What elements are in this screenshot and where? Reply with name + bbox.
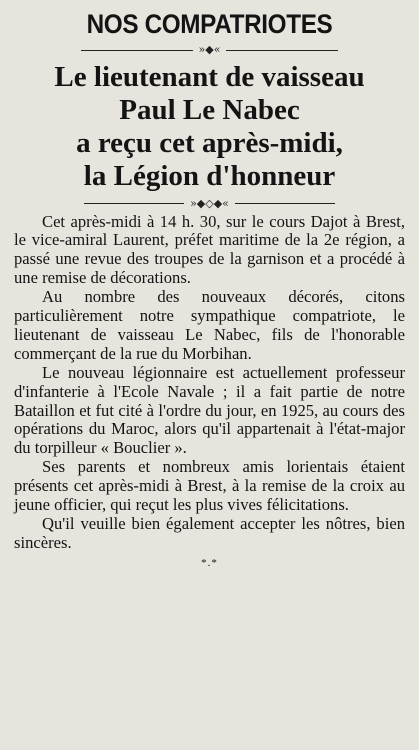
section-header: NOS COMPATRIOTES	[86, 9, 333, 39]
headline-line-4: la Légion d'honneur	[83, 160, 336, 193]
article-paragraph-3: Le nouveau légionnaire est actuellement professeur d'infanterie à l'Ecole Navale ; il a fait partie de notre Bataillon et fut cité à l'ordre du jour, en 1925, au cours des opérations du Maroc, alors qu'il appartenait à l'état-major du torpilleur « Bouclier ».	[14, 362, 405, 458]
ornament-rule-right	[226, 50, 338, 51]
article-body	[14, 213, 405, 553]
headline-ornament	[14, 195, 405, 210]
ornament-rule-right	[235, 203, 335, 204]
headline-line-1: Le lieutenant de vaisseau	[54, 61, 365, 94]
article-paragraph-2: Au nombre des nouveaux décorés, citons particulièrement notre sympathique compatriote, le lieutenant de vaisseau Le Nabec, fils de l'honorable commerçant de la rue du Morbihan.	[14, 287, 405, 363]
headline-line-3: a reçu cet après-midi,	[76, 127, 343, 160]
end-mark: *.*	[201, 556, 218, 569]
ornament-rule-left	[81, 50, 193, 51]
ornament-mark: »◆«	[198, 43, 221, 57]
article-headline	[14, 61, 405, 193]
article-paragraph-4: Ses parents et nombreux amis lorientais étaient présents cet après-midi à Brest, à la remise de la croix au jeune officier, qui reçut les plus vives félicitations.	[14, 457, 405, 515]
ornament-rule-left	[84, 203, 184, 204]
headline-line-2: Paul Le Nabec	[119, 94, 300, 127]
article-paragraph-1: Cet après-midi à 14 h. 30, sur le cours Dajot à Brest, le vice-amiral Laurent, préfet maritime de la 2e région, a passé une revue des troupes de la garnison et a procédé à une remise de décorations.	[14, 211, 405, 288]
ornament-mark: »◆◇◆«	[190, 196, 229, 210]
article-paragraph-5: Qu'il veuille bien également accepter les nôtres, bien sincères.	[14, 514, 405, 552]
header-ornament	[14, 42, 405, 57]
